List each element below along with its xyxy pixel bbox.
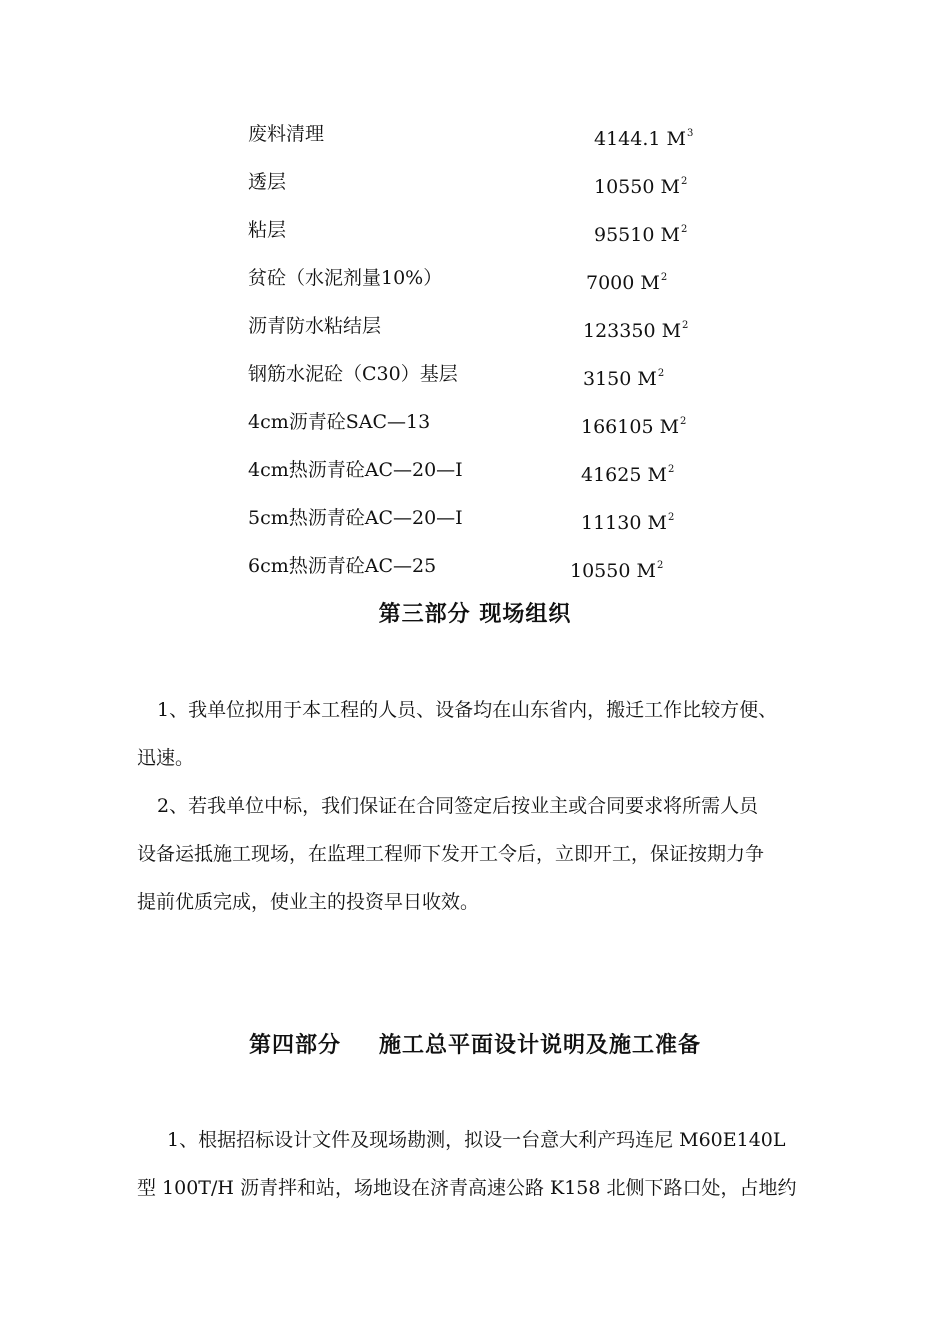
quantity-item: 4cm沥青砼SAC—13 [248,411,431,433]
quantity-item: 4cm热沥青砼AC—20—I [248,459,463,481]
quantity-value: 10550 $M^2$ [570,560,664,582]
quantity-value: 123350 $M^2$ [583,320,689,342]
section-heading: 第四部分 施工总平面设计说明及施工准备 [248,1033,702,1058]
quantity-value: 7000 $M^2$ [586,272,668,294]
quantity-value: 41625 $M^2$ [581,464,675,486]
quantity-item: 5cm热沥青砼AC—20—I [248,507,463,529]
quantity-item: 钢筋水泥砼（C30）基层 [248,363,458,385]
quantity-value: 4144.1 $M^3$ [594,128,694,150]
quantity-value: 95510 $M^2$ [594,224,688,246]
quantity-value: 11130 $M^2$ [581,512,675,534]
quantity-value: 166105 $M^2$ [581,416,687,438]
paragraph: 1、根据招标设计文件及现场勘测，拟设一台意大利产玛连尼 M60E140L 型 100T/H 沥青拌和站，场地设在济青高速公路 K158 北侧下路口处，占地约 [137,1129,797,1199]
quantity-item: 粘层 [248,219,287,241]
quantity-value: 3150 $M^2$ [583,368,665,390]
paragraph: 1、我单位拟用于本工程的人员、设备均在山东省内，搬迁工作比较方便、 迅速。 [137,699,778,769]
quantity-item: 透层 [248,171,287,193]
quantity-item: 沥青防水粘结层 [248,315,382,337]
quantity-value: 10550 $M^2$ [594,176,688,198]
quantity-item: 贫砼（水泥剂量10%） [248,267,443,289]
quantity-item: 6cm热沥青砼AC—25 [248,555,437,577]
quantity-item: 废料清理 [248,123,325,145]
section-heading: 第三部分 现场组织 [378,602,572,627]
paragraph: 2、若我单位中标，我们保证在合同签定后按业主或合同要求将所需人员 设备运抵施工现场，在监理工程师下发开工令后，立即开工，保证按期力争 提前优质完成，使业主的投资早日收效。 [137,795,765,913]
